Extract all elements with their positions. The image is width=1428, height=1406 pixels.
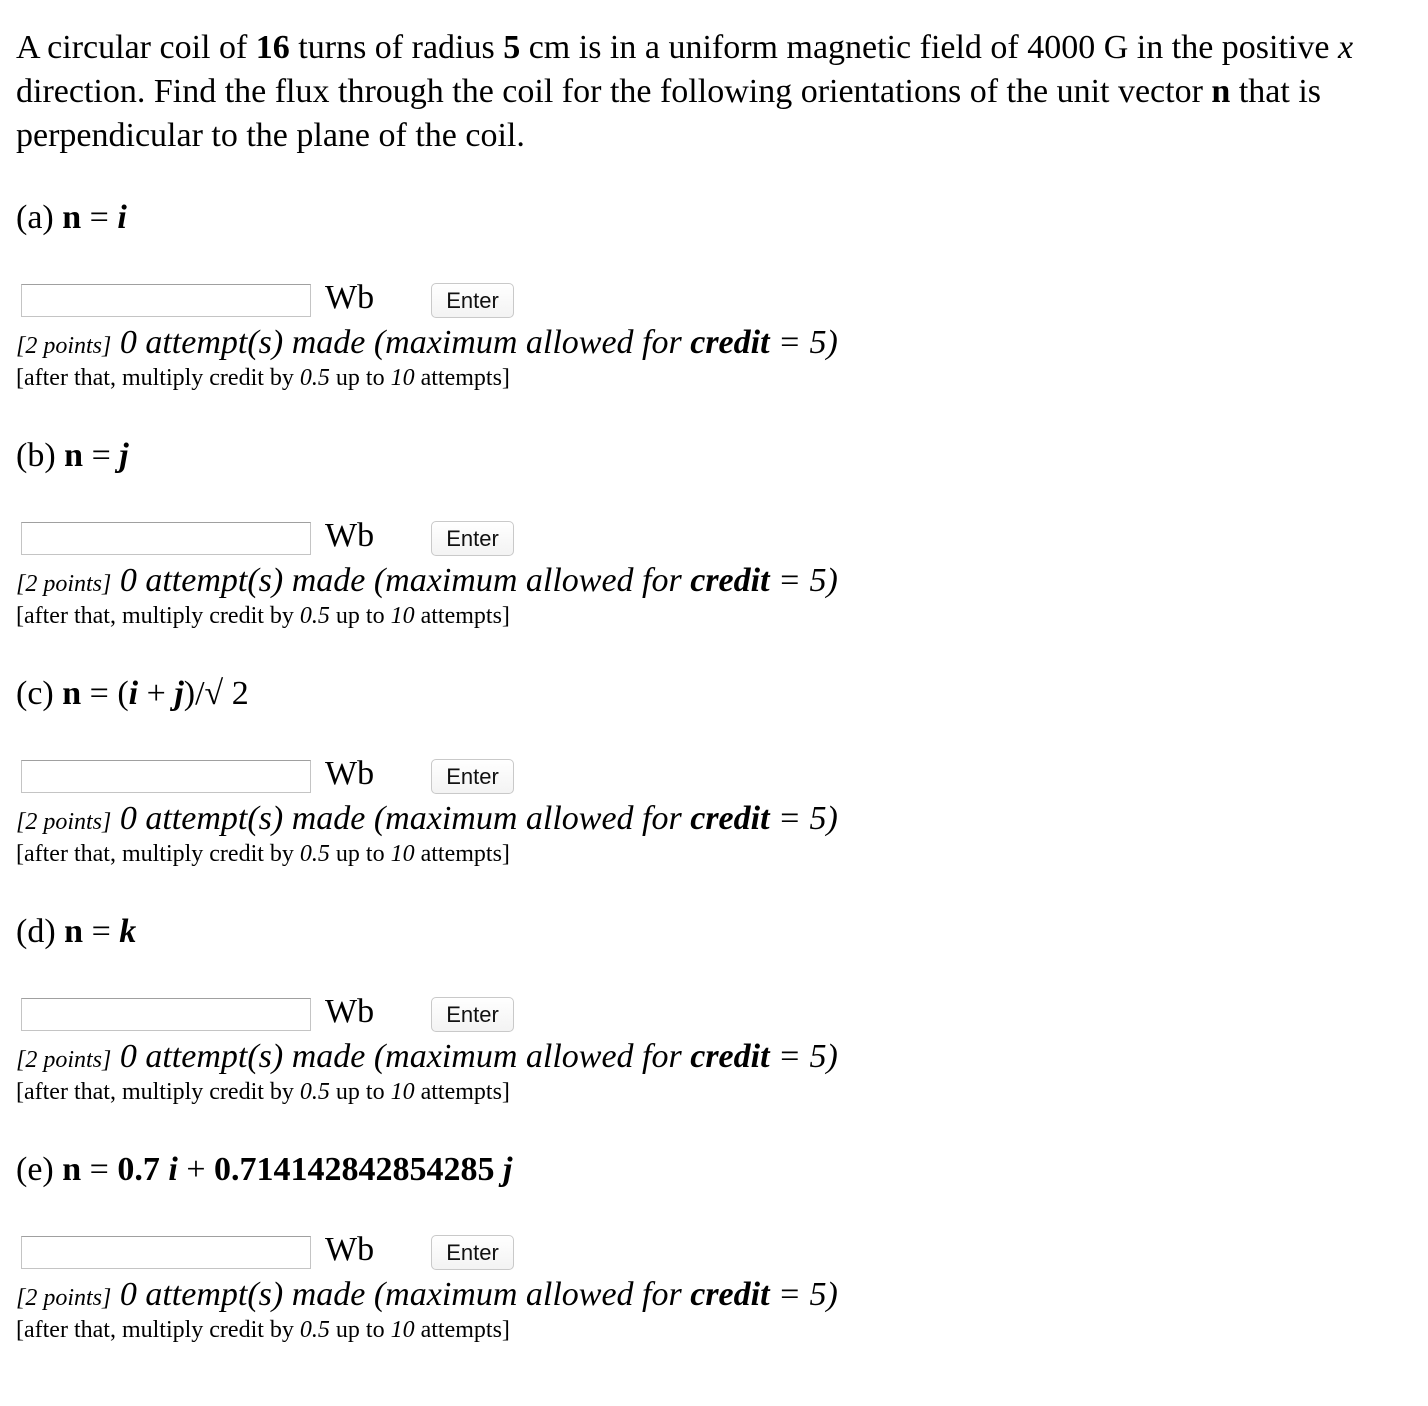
after-text: up to [329, 603, 391, 629]
expr-term: k [119, 913, 137, 950]
after-text: attempts] [414, 841, 510, 867]
attempts-suffix: = 5) [769, 562, 838, 599]
factor-value: 0.5 [299, 603, 330, 629]
factor-value: 0.5 [299, 365, 330, 391]
factor-value: 0.5 [299, 841, 330, 867]
equals: = [81, 199, 118, 236]
after-text: attempts] [414, 365, 510, 391]
part-label [16, 436, 129, 476]
credit-word: credit [690, 800, 770, 837]
max-attempts-value: 10 [390, 841, 415, 867]
enter-button-d[interactable]: Enter [431, 997, 514, 1032]
part-label [16, 198, 127, 238]
unit-label: Wb [325, 755, 375, 792]
after-note [16, 362, 510, 394]
part-letter: (a) [16, 199, 54, 236]
equals: = [81, 1151, 118, 1188]
part-letter: (e) [16, 1151, 54, 1188]
attempts-prefix: 0 attempt(s) made (maximum allowed for [111, 562, 691, 599]
after-text: [after that, multiply credit by [16, 1317, 300, 1343]
after-text: attempts] [414, 603, 510, 629]
attempts-suffix: = 5) [769, 800, 838, 837]
after-text: attempts] [414, 1317, 510, 1343]
after-text: up to [329, 1079, 391, 1105]
max-attempts-value: 10 [390, 1317, 415, 1343]
equals: = ( [81, 675, 129, 712]
expr-tail: )/√ 2 [183, 675, 249, 712]
axis-symbol: x [1337, 29, 1354, 66]
attempts-prefix: 0 attempt(s) made (maximum allowed for [111, 1276, 691, 1313]
enter-button-e[interactable]: Enter [431, 1235, 514, 1270]
max-attempts-value: 10 [390, 603, 415, 629]
part-label [16, 1150, 512, 1190]
unit-label: Wb [325, 279, 375, 316]
attempts-prefix: 0 attempt(s) made (maximum allowed for [111, 1038, 691, 1075]
after-text: [after that, multiply credit by [16, 603, 300, 629]
points-label: [2 points] [16, 571, 112, 597]
attempts-text [111, 1276, 837, 1313]
part-letter: (c) [16, 675, 54, 712]
vector-symbol: n [64, 913, 84, 950]
problem-page [16, 26, 1416, 158]
max-attempts-value: 10 [390, 365, 415, 391]
credit-word: credit [690, 1038, 770, 1075]
vector-symbol: n [62, 1151, 82, 1188]
attempts-suffix: = 5) [769, 1276, 838, 1313]
answer-row [21, 518, 621, 558]
unit-label: Wb [325, 1231, 375, 1268]
answer-input-d[interactable] [21, 998, 311, 1031]
expr-term: j [119, 437, 129, 474]
equals: = [83, 913, 120, 950]
answer-row [21, 994, 621, 1034]
expr-term: j [174, 675, 184, 712]
after-text: up to [329, 841, 391, 867]
after-text: attempts] [414, 1079, 510, 1105]
after-text: [after that, multiply credit by [16, 1079, 300, 1105]
answer-input-c[interactable] [21, 760, 311, 793]
answer-row [21, 756, 621, 796]
credit-word: credit [690, 1276, 770, 1313]
credit-word: credit [690, 324, 770, 361]
after-text: up to [329, 365, 391, 391]
part-letter: (b) [16, 437, 56, 474]
after-text: [after that, multiply credit by [16, 841, 300, 867]
vector-symbol: n [1211, 73, 1231, 110]
enter-button-b[interactable]: Enter [431, 521, 514, 556]
after-text: [after that, multiply credit by [16, 365, 300, 391]
expr-operator: + [177, 1151, 214, 1188]
after-note [16, 1314, 510, 1346]
coefficient: 0.7 [117, 1151, 169, 1188]
answer-input-b[interactable] [21, 522, 311, 555]
after-note [16, 600, 510, 632]
after-note [16, 1076, 510, 1108]
problem-statement [16, 26, 1416, 158]
attempts-prefix: 0 attempt(s) made (maximum allowed for [111, 800, 691, 837]
intro-text: turns of radius [289, 29, 504, 66]
answer-row [21, 1232, 621, 1272]
expr-term: i [117, 199, 127, 236]
attempts-prefix: 0 attempt(s) made (maximum allowed for [111, 324, 691, 361]
answer-row [21, 280, 621, 320]
credit-word: credit [690, 562, 770, 599]
enter-button-a[interactable]: Enter [431, 283, 514, 318]
attempts-suffix: = 5) [769, 1038, 838, 1075]
unit-label: Wb [325, 993, 375, 1030]
unit-label: Wb [325, 517, 375, 554]
points-label: [2 points] [16, 1047, 112, 1073]
answer-input-e[interactable] [21, 1236, 311, 1269]
max-attempts-value: 10 [390, 1079, 415, 1105]
after-text: up to [329, 1317, 391, 1343]
turns-value: 16 [255, 29, 290, 66]
attempts-suffix: = 5) [769, 324, 838, 361]
points-label: [2 points] [16, 809, 112, 835]
coefficient: 0.714142842854285 [214, 1151, 503, 1188]
intro-text: A circular coil of [16, 29, 256, 66]
vector-symbol: n [62, 675, 82, 712]
points-label: [2 points] [16, 333, 112, 359]
part-label [16, 912, 136, 952]
intro-text: that is perpendicular to the plane of the coil. [16, 73, 1322, 154]
enter-button-c[interactable]: Enter [431, 759, 514, 794]
expr-term: i [128, 675, 139, 712]
vector-symbol: n [64, 437, 84, 474]
expr-term: i [168, 1151, 178, 1188]
factor-value: 0.5 [299, 1079, 330, 1105]
after-note [16, 838, 510, 870]
factor-value: 0.5 [299, 1317, 330, 1343]
points-label: [2 points] [16, 1285, 112, 1311]
attempts-text [111, 800, 837, 837]
expr-term: j [503, 1151, 513, 1188]
radius-value: 5 [503, 29, 521, 66]
expr-operator: + [138, 675, 175, 712]
intro-text: cm is in a uniform magnetic field of 4000 G in the positive [520, 29, 1338, 66]
equals: = [83, 437, 120, 474]
answer-input-a[interactable] [21, 284, 311, 317]
attempts-text [111, 1038, 837, 1075]
intro-text: direction. Find the flux through the coil for the following orientations of the unit vector [16, 73, 1212, 110]
attempts-text [111, 562, 837, 599]
vector-symbol: n [62, 199, 82, 236]
part-letter: (d) [16, 913, 56, 950]
attempts-text [111, 324, 837, 361]
part-label [16, 674, 249, 714]
